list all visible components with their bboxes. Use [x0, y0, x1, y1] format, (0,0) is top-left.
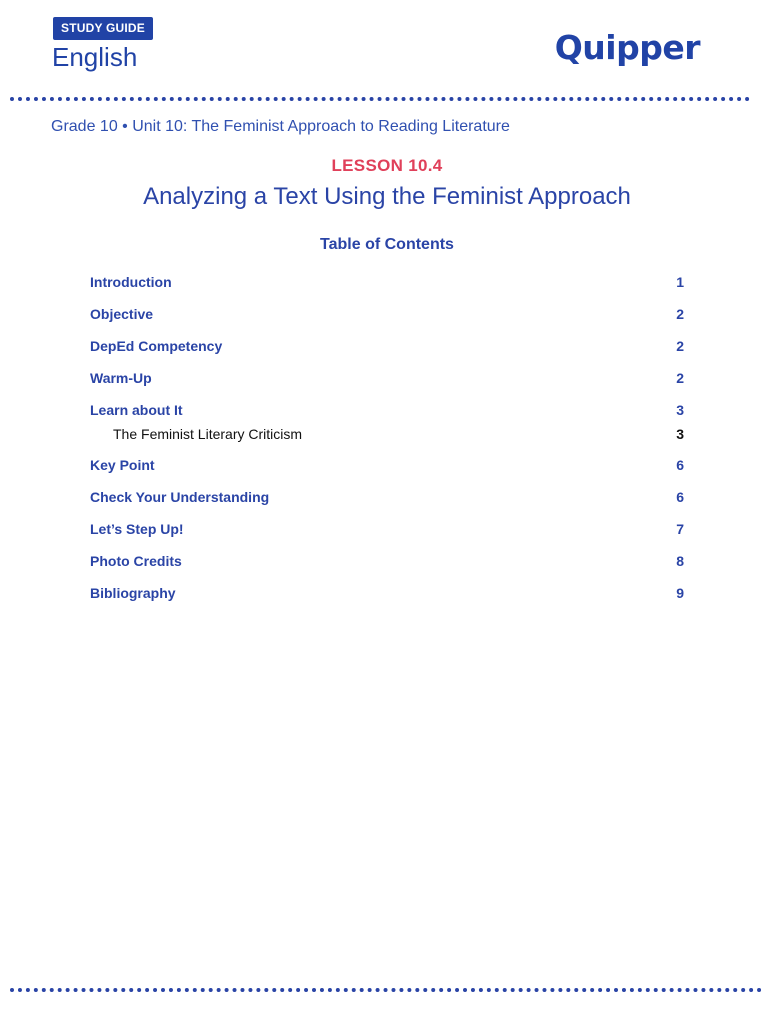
toc-entry-check-your-understanding[interactable]: [90, 485, 684, 509]
toc-entry-page: 3: [676, 402, 684, 418]
subject-title: English: [52, 42, 138, 72]
toc-entry-bibliography[interactable]: [90, 581, 684, 605]
toc-entry-page: 9: [676, 585, 684, 601]
toc-entry-page: 7: [676, 521, 684, 537]
toc-entry-photo-credits[interactable]: [90, 549, 684, 573]
toc-entry-deped-competency[interactable]: [90, 334, 684, 358]
toc-entry-warm-up[interactable]: [90, 366, 684, 390]
toc-entry-key-point[interactable]: [90, 453, 684, 477]
toc-entry-learn-about-it[interactable]: [90, 398, 684, 422]
toc-entry-label: Objective: [90, 306, 154, 322]
toc-entry-page: 6: [676, 489, 684, 505]
toc-entry-label: Bibliography: [90, 585, 176, 601]
quipper-logo: Quipper: [554, 28, 700, 67]
toc-entry-label: Photo Credits: [90, 553, 182, 569]
toc-entry-label: Check Your Understanding: [90, 489, 270, 505]
toc-entry-label: Key Point: [90, 457, 155, 473]
toc-entry-label: Warm-Up: [90, 370, 152, 386]
toc-entry-lets-step-up[interactable]: [90, 517, 684, 541]
top-dotted-divider: [10, 97, 750, 101]
bottom-dotted-divider: [10, 988, 762, 992]
toc-heading: Table of Contents: [320, 236, 454, 253]
toc-entry-label: DepEd Competency: [90, 338, 223, 354]
toc-entry-introduction[interactable]: [90, 270, 684, 294]
toc-entry-objective[interactable]: [90, 302, 684, 326]
toc-entry-page: 2: [676, 306, 684, 322]
toc-entry-page: 2: [676, 370, 684, 386]
lesson-title: Analyzing a Text Using the Feminist Approach: [143, 183, 631, 210]
toc-entry-page: 3: [676, 426, 684, 442]
toc-entry-label: Introduction: [90, 274, 172, 290]
toc-entry-label: The Feminist Literary Criticism: [113, 426, 303, 442]
table-of-contents: [90, 270, 684, 605]
lesson-number: LESSON 10.4: [331, 156, 443, 175]
toc-entry-label: Learn about It: [90, 402, 183, 418]
toc-entry-label: Let’s Step Up!: [90, 521, 184, 537]
toc-entry-page: 2: [676, 338, 684, 354]
toc-entry-page: 6: [676, 457, 684, 473]
unit-breadcrumb: Grade 10 • Unit 10: The Feminist Approach to Reading Literature: [51, 118, 510, 135]
toc-subentry-feminist-literary-criticism[interactable]: [90, 422, 684, 446]
study-guide-badge: STUDY GUIDE: [53, 17, 153, 40]
toc-entry-page: 8: [676, 553, 684, 569]
toc-entry-page: 1: [676, 274, 684, 290]
